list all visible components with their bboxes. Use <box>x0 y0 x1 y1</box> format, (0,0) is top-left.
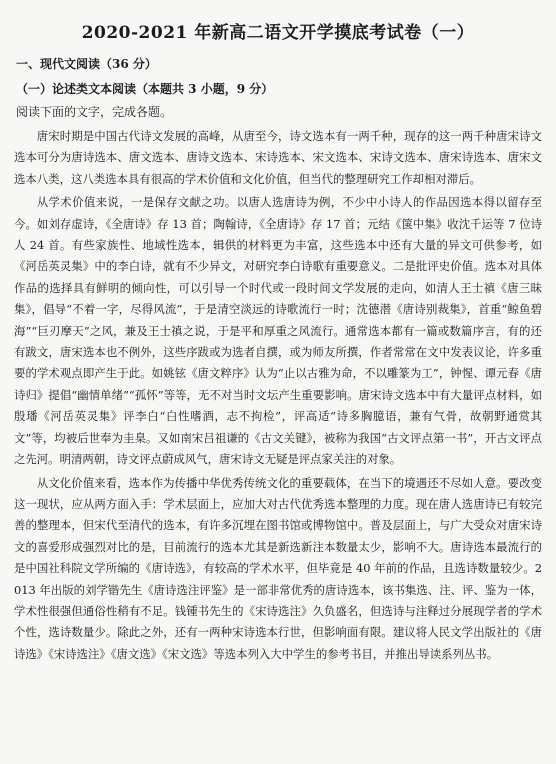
passage-paragraph-3: 从文化价值来看，选本作为传播中华优秀传统文化的重要载体，在当下的境遇还不尽如人意。要改变这一现状，应从两方面入手：学术层面上，应加大对古代优秀选本整理的力度。现在唐人选唐诗已有较完善的整理本，但宋代至清代的选本，有许多沉埋在图书馆或博物馆中。普及层面上，与广大受众对唐宋诗文的喜爱形成强烈对比的是，目前流行的选本尤其是新选新注本数量太少，影响不大。唐诗选本最流行的是中国社科院文学所编的《唐诗选》，有较高的学术水平，但毕竟是 40 年前的作品，且选诗数量较少。2013 年出版的刘学锴先生《唐诗选注评鉴》是一部非常优秀的唐诗选本，该书集选、注、评、鉴为一体，学术性很强但通俗性稍有不足。钱锺书先生的《宋诗选注》久负盛名，但选诗与注释过分展现学者的学术个性，选诗数量少。除此之外，还有一两种宋诗选本行世，但影响面有限。建议将人民文学出版社的《唐诗选》《宋诗选注》《唐文选》《宋文选》等选本列入大中学生的参考书目，并推出导读系列丛书。 <box>14 475 542 661</box>
passage-paragraph-1: 唐宋时期是中国古代诗文发展的高峰，从唐至今，诗文选本有一两千种，现存的这一两千种唐宋诗文选本可分为唐诗选本、唐文选本、唐诗文选本、宋诗选本、宋文选本、宋诗文选本、唐宋诗选本、唐宋文选本八类，这八类选本具有很高的学术价值和文化价值，但当代的整理研究工作却相对滞后。 <box>14 129 542 186</box>
reading-instruction: 阅读下面的文字，完成各题。 <box>16 105 173 119</box>
exam-title: 2020-2021 年新高二语文开学摸底考试卷（一） <box>81 23 475 43</box>
passage-paragraph-2: 从学术价值来说，一是保存文献之功。以唐人选唐诗为例，不少中小诗人的作品因选本得以留存至今。如刘存虚诗，《全唐诗》存 13 首；陶翰诗，《全唐诗》存 17 首；元结《箧中集》收沈千运等 7 位诗人 24 首。有些家族性、地域性选本，辑供的材料更为丰富，这些选本中还有大量的异文可供参考，如《河岳英灵集》中的李白诗，就有不少异文，对研究李白诗歌有重要意义。二是批评史价值。选本对具体作品的选择具有鲜明的倾向性，可以引导一个时代或一段时间文学发展的走向，如清人王士禛《唐三昧集》，倡导“不着一字，尽得风流”，于是清空淡远的诗歌流行一时；沈德潜《唐诗别裁集》，首重“鲸鱼碧海”“巨刃摩天”之风，兼及王士禛之说，于是平和厚重之风流行。通常选本都有一篇或数篇序言，有的还有跋文，唐宋选本也不例外，这些序跋或为选者自撰，或为师友所撰，作者常常在文中发表议论，许多重要的学术观点即产生于此。如姚铉《唐文粹序》认为“止以古雅为命，不以雕篆为工”，钟惺、谭元春《唐诗归》提倡“幽情单绪”“孤怀”等等，无不对当时文坛产生重要影响。唐宋诗文选本中有大量评点材料，如殷璠《河岳英灵集》评李白“白性嗜酒，志不拘检”，评高适“诗多胸臆语，兼有气骨，故朝野通赏其文”等，均被后世奉为圭臬。又如南宋吕祖谦的《古文关键》，被称为我国“古文评点第一书”，开古文评点之先河。明清两朝，诗文评点蔚成风气，唐宋诗文无疑是评点家关注的对象。 <box>14 195 542 467</box>
subsection-heading: （一）论述类文本阅读（本题共 3 小题，9 分） <box>16 82 274 96</box>
section-heading: 一、现代文阅读（36 分） <box>16 57 157 71</box>
